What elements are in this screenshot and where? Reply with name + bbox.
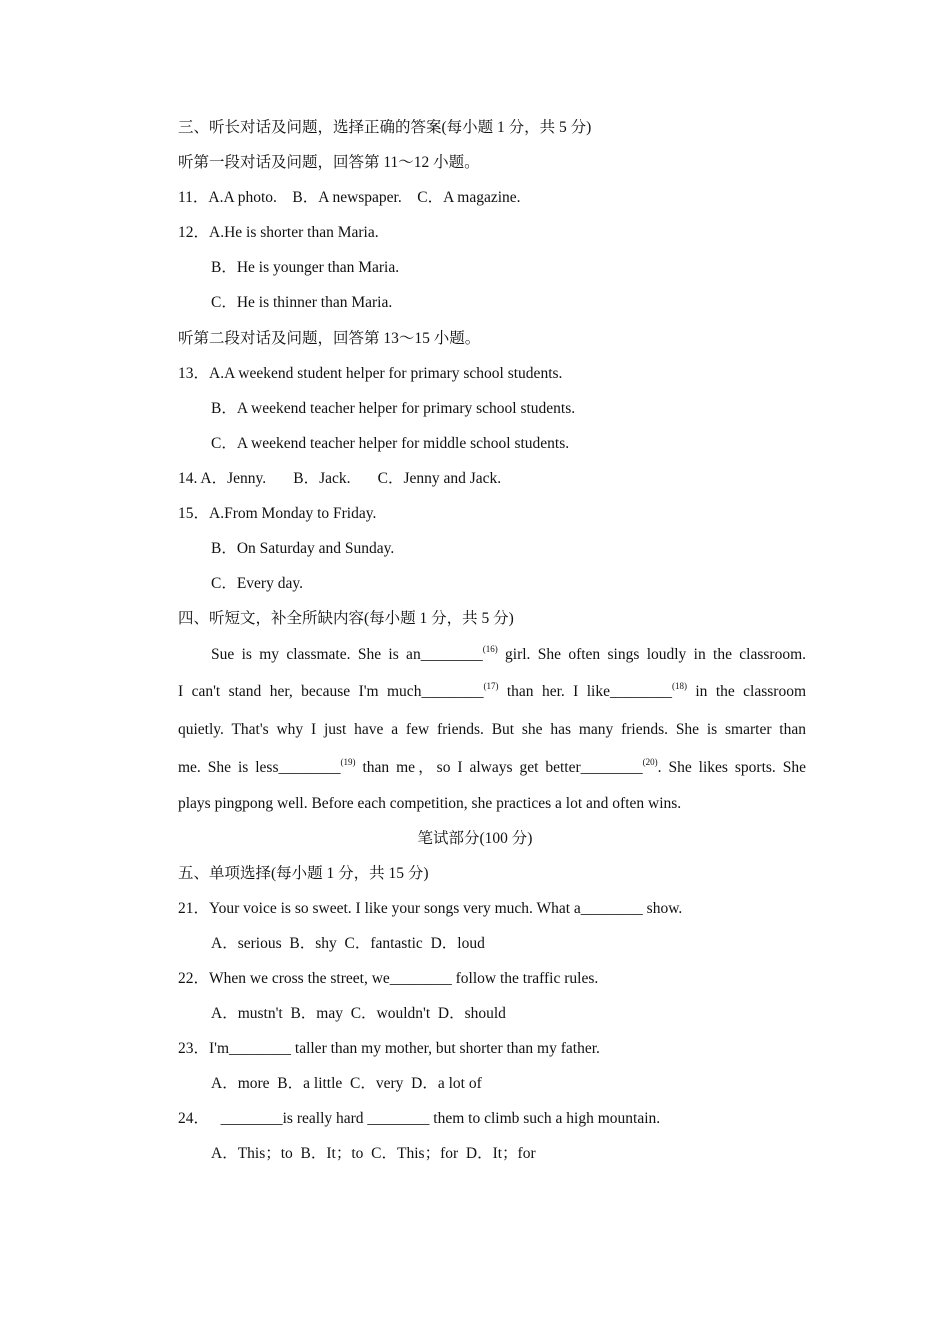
section-5-heading: 五、单项选择(每小题 1 分，共 15 分): [178, 865, 429, 882]
question-12: 12．A.He is shorter than Maria.: [178, 224, 379, 241]
question-14: 14. A．Jenny. B．Jack. C．Jenny and Jack.: [178, 470, 502, 487]
section-4-heading: 四、听短文，补全所缺内容(每小题 1 分，共 5 分): [178, 610, 514, 627]
blank-marker: (20): [642, 757, 658, 767]
section-3-heading: 三、听长对话及问题，选择正确的答案(每小题 1 分，共 5 分): [178, 119, 592, 136]
passage-line: plays pingpong well. Before each competition, she practices a lot and often wins.: [178, 795, 682, 812]
question-12-option-c: C．He is thinner than Maria.: [211, 294, 393, 311]
passage-line: me. She is less________$^{(19)}$ than me，so I always get better________$^{(20)}$. She likes sports. She: [178, 757, 807, 776]
question-12-option-b: B．He is younger than Maria.: [211, 259, 400, 276]
question-22: 22．When we cross the street, we________ follow the traffic rules.: [178, 970, 599, 987]
dialog-1-intro: 听第一段对话及问题，回答第 11～12 小题。: [178, 154, 480, 171]
question-24-options: A．This；to B．It；to C．This；for D．It；for: [211, 1145, 536, 1162]
question-15-option-b: B．On Saturday and Sunday.: [211, 540, 395, 557]
question-11: 11．A.A photo. B．A newspaper. C．A magazine.: [178, 189, 521, 206]
question-24: 24． ________is really hard ________ them to climb such a high mountain.: [178, 1110, 661, 1127]
written-part-title: 笔试部分(100 分): [417, 830, 533, 847]
question-13: 13．A.A weekend student helper for primary school students.: [178, 365, 563, 382]
question-21-options: A．serious B．shy C．fantastic D．loud: [211, 935, 485, 952]
question-15-option-c: C．Every day.: [211, 575, 303, 592]
question-23-options: A．more B．a little C．very D．a lot of: [211, 1075, 482, 1092]
dialog-2-intro: 听第二段对话及问题，回答第 13～15 小题。: [178, 330, 481, 347]
question-21: 21．Your voice is so sweet. I like your songs very much. What a________ show.: [178, 900, 683, 917]
blank-marker: (18): [671, 681, 687, 691]
passage-line: quietly. That's why I just have a few friends. But she has many friends. She is smarter than: [178, 721, 806, 738]
passage-line: I can't stand her, because I'm much________$^{(17)}$ than her. I like________$^{(18)}$ in the classroom: [178, 681, 807, 700]
question-15: 15．A.From Monday to Friday.: [178, 505, 377, 522]
blank-marker: (19): [340, 757, 356, 767]
question-23: 23．I'm________ taller than my mother, but shorter than my father.: [178, 1040, 600, 1057]
passage-line: Sue is my classmate. She is an________$^{(16)}$ girl. She often sings loudly in the classroom.: [211, 644, 806, 663]
question-13-option-b: B．A weekend teacher helper for primary school students.: [211, 400, 576, 417]
blank-marker: (17): [483, 681, 499, 691]
question-22-options: A．mustn't B．may C．wouldn't D．should: [211, 1005, 506, 1022]
question-13-option-c: C．A weekend teacher helper for middle school students.: [211, 435, 570, 452]
blank-marker: (16): [482, 644, 498, 654]
